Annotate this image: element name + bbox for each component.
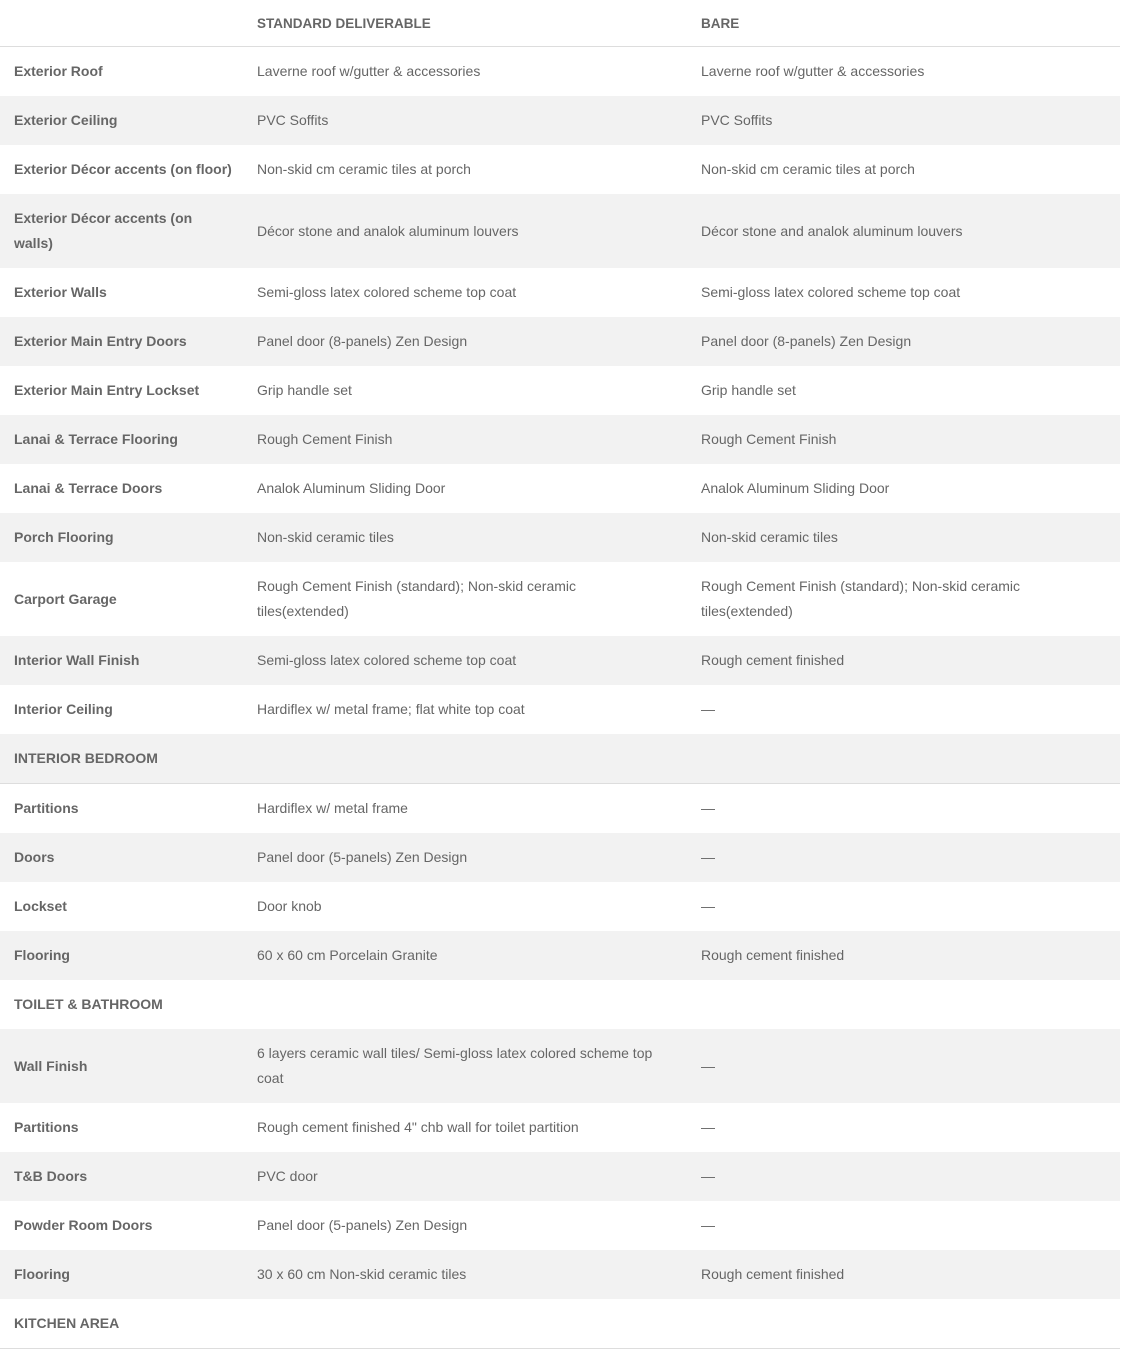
header-item [0,0,243,47]
row-standard-value: Rough Cement Finish [243,415,687,464]
section-title: TOILET & BATHROOM [0,980,1120,1029]
row-item-label: Exterior Roof [0,47,243,97]
row-item-label: Interior Ceiling [0,685,243,734]
row-standard-value: Hardiflex w/ metal frame; flat white top coat [243,685,687,734]
row-standard-value: Rough cement finished 4" chb wall for toilet partition [243,1103,687,1152]
row-bare-value: Décor stone and analok aluminum louvers [687,194,1120,268]
row-bare-value: Semi-gloss latex colored scheme top coat [687,268,1120,317]
row-standard-value: Non-skid ceramic tiles [243,513,687,562]
row-bare-value: — [687,882,1120,931]
row-item-label: Lanai & Terrace Doors [0,464,243,513]
table-row [0,882,1120,931]
row-bare-value: — [687,1201,1120,1250]
row-item-label: T&B Doors [0,1152,243,1201]
row-bare-value: Rough cement finished [687,931,1120,980]
table-row [0,464,1120,513]
table-row [0,1029,1120,1103]
table-row [0,833,1120,882]
section-header-row [0,980,1120,1029]
row-item-label: Flooring [0,1250,243,1299]
row-bare-value: Rough cement finished [687,1250,1120,1299]
table-row [0,194,1120,268]
section-header-row [0,1299,1120,1349]
header-row [0,0,1120,47]
row-item-label: Flooring [0,931,243,980]
table-row [0,1250,1120,1299]
row-item-label: Carport Garage [0,562,243,636]
row-standard-value: Laverne roof w/gutter & accessories [243,47,687,97]
table-header [0,0,1120,47]
header-bare: BARE [687,0,1120,47]
table-row [0,145,1120,194]
table-row [0,784,1120,834]
row-bare-value: — [687,685,1120,734]
row-standard-value: 6 layers ceramic wall tiles/ Semi-gloss latex colored scheme top coat [243,1029,687,1103]
table-row [0,562,1120,636]
table-row [0,513,1120,562]
table-row [0,366,1120,415]
row-bare-value: Panel door (8-panels) Zen Design [687,317,1120,366]
row-bare-value: — [687,1103,1120,1152]
section-title: KITCHEN AREA [0,1299,1120,1349]
table-row [0,317,1120,366]
section-header-row [0,734,1120,784]
row-bare-value: — [687,784,1120,834]
table-row [0,1201,1120,1250]
row-bare-value: Laverne roof w/gutter & accessories [687,47,1120,97]
row-item-label: Doors [0,833,243,882]
table-row [0,636,1120,685]
table-row [0,685,1120,734]
row-standard-value: PVC Soffits [243,96,687,145]
row-standard-value: Semi-gloss latex colored scheme top coat [243,268,687,317]
row-standard-value: Panel door (5-panels) Zen Design [243,1201,687,1250]
row-standard-value: Analok Aluminum Sliding Door [243,464,687,513]
section-title: INTERIOR BEDROOM [0,734,1120,784]
row-bare-value: PVC Soffits [687,96,1120,145]
row-standard-value: Décor stone and analok aluminum louvers [243,194,687,268]
row-item-label: Wall Finish [0,1029,243,1103]
row-standard-value: Rough Cement Finish (standard); Non-skid ceramic tiles(extended) [243,562,687,636]
row-item-label: Exterior Ceiling [0,96,243,145]
table-row [0,268,1120,317]
row-bare-value: — [687,1029,1120,1103]
row-item-label: Exterior Décor accents (on walls) [0,194,243,268]
table-row [0,931,1120,980]
row-bare-value: — [687,833,1120,882]
row-item-label: Lockset [0,882,243,931]
row-bare-value: Non-skid ceramic tiles [687,513,1120,562]
row-bare-value: Analok Aluminum Sliding Door [687,464,1120,513]
row-standard-value: Hardiflex w/ metal frame [243,784,687,834]
row-standard-value: 30 x 60 cm Non-skid ceramic tiles [243,1250,687,1299]
row-standard-value: Panel door (8-panels) Zen Design [243,317,687,366]
row-standard-value: Non-skid cm ceramic tiles at porch [243,145,687,194]
row-standard-value: Grip handle set [243,366,687,415]
table-row [0,1103,1120,1152]
row-item-label: Interior Wall Finish [0,636,243,685]
row-item-label: Lanai & Terrace Flooring [0,415,243,464]
row-item-label: Exterior Main Entry Doors [0,317,243,366]
row-bare-value: Non-skid cm ceramic tiles at porch [687,145,1120,194]
row-bare-value: Grip handle set [687,366,1120,415]
row-standard-value: Panel door (5-panels) Zen Design [243,833,687,882]
header-standard-deliverable: STANDARD DELIVERABLE [243,0,687,47]
table-row [0,47,1120,97]
row-standard-value: Door knob [243,882,687,931]
row-bare-value: Rough cement finished [687,636,1120,685]
row-item-label: Exterior Décor accents (on floor) [0,145,243,194]
row-bare-value: Rough Cement Finish [687,415,1120,464]
row-item-label: Porch Flooring [0,513,243,562]
table-row [0,96,1120,145]
row-item-label: Exterior Walls [0,268,243,317]
row-item-label: Powder Room Doors [0,1201,243,1250]
row-standard-value: Semi-gloss latex colored scheme top coat [243,636,687,685]
table-row [0,415,1120,464]
row-standard-value: PVC door [243,1152,687,1201]
row-bare-value: Rough Cement Finish (standard); Non-skid ceramic tiles(extended) [687,562,1120,636]
row-item-label: Exterior Main Entry Lockset [0,366,243,415]
row-bare-value: — [687,1152,1120,1201]
row-item-label: Partitions [0,784,243,834]
row-item-label: Partitions [0,1103,243,1152]
table-row [0,1152,1120,1201]
row-standard-value: 60 x 60 cm Porcelain Granite [243,931,687,980]
table-body [0,47,1120,1349]
